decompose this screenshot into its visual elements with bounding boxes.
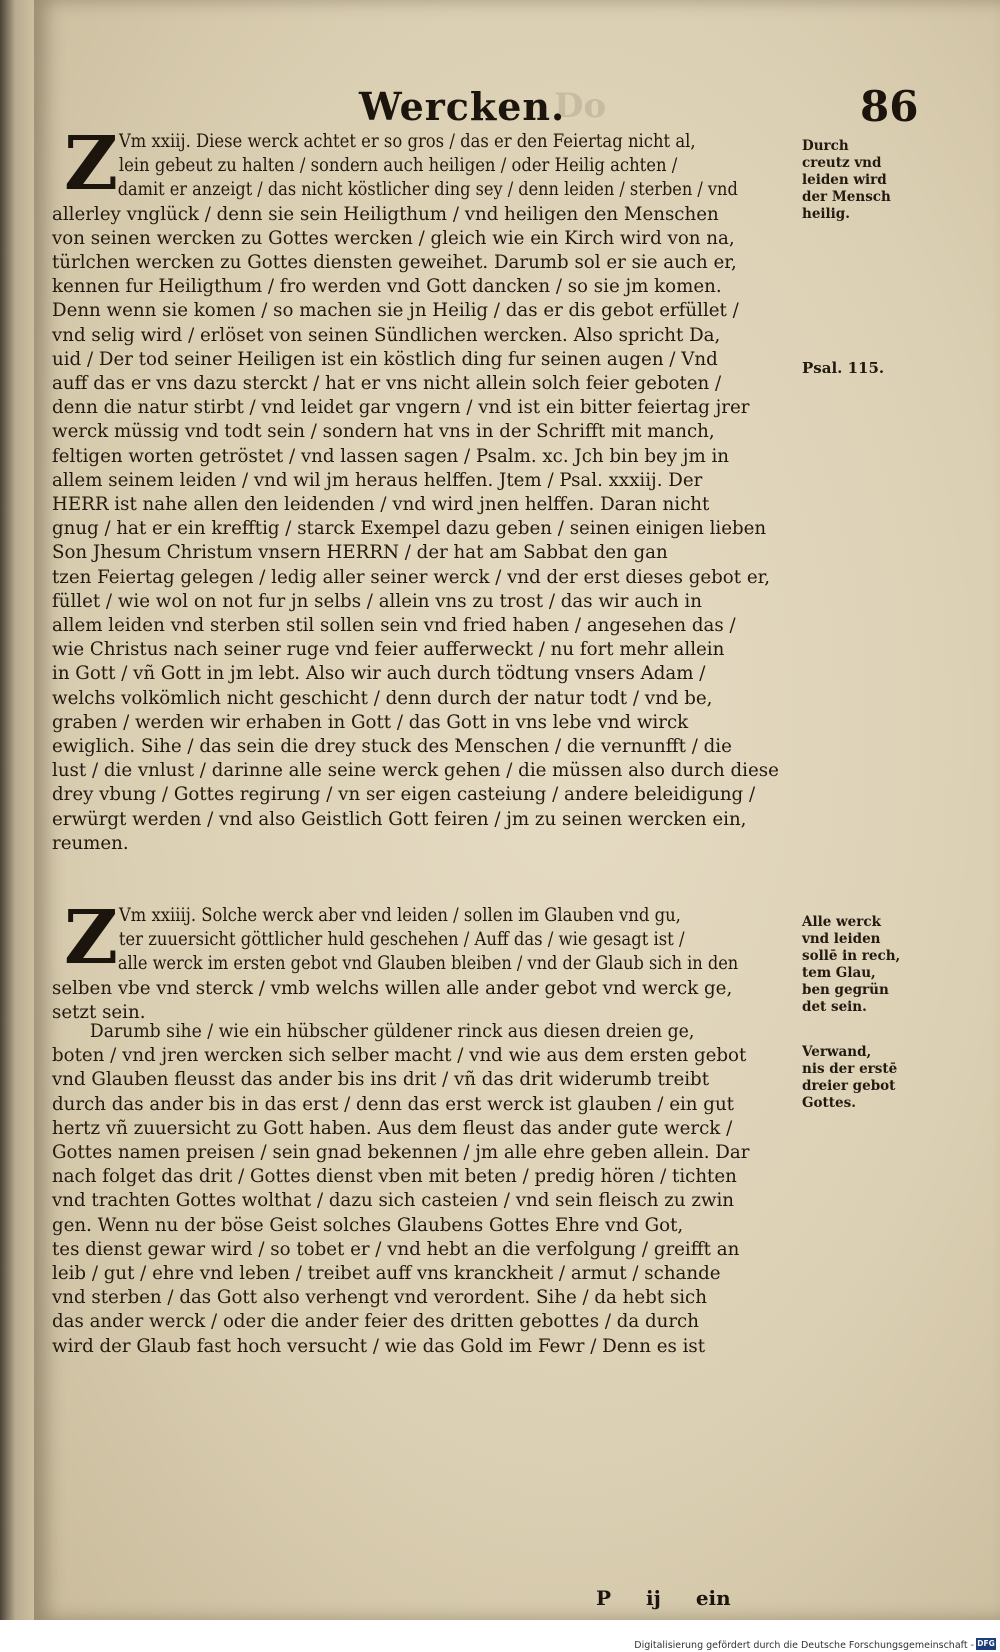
text-line: kennen fur Heiligthum / fro werden vnd Gott dancken / so sie jm komen. [52, 276, 722, 298]
drop-cap-initial: Z [64, 121, 119, 207]
margin-note-line: creutz vnd [802, 155, 882, 171]
text-line: erwürgt werden / vnd also Geistlich Gott feiren / jm zu seinen wercken ein, [52, 808, 747, 830]
text-line: hertz vñ zuuersicht zu Gott haben. Aus dem fleust das ander gute werck / [52, 1117, 733, 1139]
margin-note-line: det sein. [802, 999, 867, 1015]
text-line: ewiglich. Sihe / das sein die drey stuck des Menschen / die vernunfft / die [52, 736, 732, 758]
signature-line [596, 1586, 731, 1610]
text-line: lein gebeut zu halten / sondern auch heiligen / oder Heilig achten / [118, 155, 678, 177]
text-line: graben / werden wir erhaben in Gott / das Gott in vns lebe vnd wirck [52, 711, 689, 733]
margin-note [802, 914, 920, 1016]
margin-note-line: Verwand, [802, 1044, 872, 1060]
margin-note [802, 138, 920, 223]
margin-note [802, 1044, 920, 1112]
text-line: alle werck im ersten gebot vnd Glauben bleiben / vnd der Glaub sich in den [117, 953, 739, 975]
text-line: auff das er vns dazu sterckt / hat er vns nicht allein solch feier geboten / [52, 373, 722, 395]
text-line: Gottes namen preisen / sein gnad bekennen / jm alle ehre geben allein. Dar [52, 1142, 750, 1164]
text-line: allem leiden vnd sterben stil sollen sein vnd fried haben / angesehen das / [52, 615, 736, 637]
text-line: von seinen wercken zu Gottes wercken / gleich wie ein Kirch wird von na, [52, 227, 735, 249]
dfg-logo-icon: DFG [977, 1639, 995, 1648]
text-line: Son Jhesum Christum vnsern HERRN / der hat am Sabbat den gan [52, 542, 668, 564]
text-line: das ander werck / oder die ander feier des dritten gebottes / da durch [52, 1311, 699, 1333]
margin-note-line: Psal. 115. [802, 359, 885, 377]
text-line: gen. Wenn nu der böse Geist solches Glaubens Gottes Ehre vnd Got, [52, 1214, 684, 1236]
previous-page-edge [0, 0, 34, 1620]
text-line: vnd selig wird / erlöset von seinen Sündlichen wercken. Also spricht Da, [52, 324, 721, 346]
text-line: reumen. [52, 832, 129, 854]
margin-note [802, 360, 920, 377]
text-line: wird der Glaub fast hoch versucht / wie das Gold im Fewr / Denn es ist [52, 1335, 706, 1357]
text-line: in Gott / vñ Gott in jm lebt. Also wir auch durch tödtung vnsers Adam / [52, 663, 706, 685]
text-line: selben vbe vnd sterck / vmb welchs willen alle ander gebot vnd werck ge, [52, 977, 733, 999]
drop-cap-initial: Z [64, 895, 119, 981]
paragraph-2 [52, 895, 812, 1025]
text-line: Darumb sihe / wie ein hübscher güldener rinck aus diesen dreien ge, [89, 1021, 695, 1042]
text-line: vnd sterben / das Gott also verhengt vnd verordent. Sihe / da hebt sich [52, 1287, 707, 1309]
text-line: denn die natur stirbt / vnd leidet gar vngern / vnd ist ein bitter feiertag jrer [52, 397, 750, 419]
text-line: werck müssig vnd todt sein / sondern hat vns in der Schrifft mit manch, [52, 421, 715, 443]
paragraph-1 [52, 121, 812, 856]
text-line: gnug / hat er ein krefftig / starck Exempel dazu geben / seinen einigen lieben [52, 518, 767, 540]
text-line: HERR ist nahe allen den leidenden / vnd wird jnen helffen. Daran nicht [52, 494, 710, 516]
text-line: füllet / wie wol on not fur jn selbs / allein vns zu trost / das wir auch in [52, 590, 702, 612]
footer-credit: Digitalisierung gefördert durch die Deutsche Forschungsgemeinschaft - [634, 1640, 974, 1651]
text-line: welchs volkömlich nicht geschicht / denn durch der natur todt / vnd be, [52, 687, 713, 709]
text-line: uid / Der tod seiner Heiligen ist ein köstlich ding fur seinen augen / Vnd [52, 348, 718, 370]
margin-note-line: ben gegrün [802, 982, 889, 998]
text-line: allerley vnglück / denn sie sein Heiligthum / vnd heiligen den Menschen [52, 203, 719, 225]
margin-note-line: Alle werck [802, 914, 881, 930]
text-line: türlchen wercken zu Gottes diensten geweihet. Darumb sol er sie auch er, [52, 252, 737, 274]
margin-note-line: Gottes. [802, 1095, 856, 1111]
paragraph-3 [52, 1020, 812, 1359]
bleed-through-text: Do [554, 86, 607, 126]
text-line: Vm xxiij. Diese werck achtet er so gros / das er den Feiertag nicht al, [118, 131, 696, 152]
margin-note-line: tem Glau, [802, 965, 876, 981]
text-line: vnd trachten Gottes wolthat / dazu sich casteien / vnd sein fleisch zu zwin [52, 1190, 735, 1212]
text-line: wie Christus nach seiner ruge vnd feier aufferweckt / nu fort mehr allein [52, 639, 725, 661]
signature-number: ij [646, 1586, 661, 1610]
text-line: ter zuuersicht göttlicher huld geschehen / Auff das / wie gesagt ist / [118, 929, 685, 951]
signature-mark: P [596, 1586, 612, 1610]
margin-note-line: leiden wird [802, 172, 887, 188]
text-line: tzen Feiertag gelegen / ledig aller seiner werck / vnd der erst dieses gebot er, [52, 566, 771, 588]
text-line: vnd Glauben fleusst das ander bis ins drit / vñ das drit widerumb treibt [52, 1069, 710, 1091]
text-line: boten / vnd jren wercken sich selber macht / vnd wie aus dem ersten gebot [52, 1045, 747, 1067]
text-line: feltigen worten getröstet / vnd lassen sagen / Psalm. xc. Jch bin bey jm in [52, 445, 730, 467]
text-line: Vm xxiiij. Solche werck aber vnd leiden / sollen im Glauben vnd gu, [118, 905, 681, 926]
margin-note-line: der Mensch [802, 189, 891, 205]
text-line: setzt sein. [52, 1001, 146, 1023]
text-line: drey vbung / Gottes regirung / vn ser eigen casteiung / andere beleidigung / [52, 784, 756, 806]
running-head: Wercken. [359, 84, 566, 129]
margin-note-line: nis der erstē [802, 1061, 898, 1077]
page-number: 86 [860, 82, 919, 131]
catchword: ein [695, 1586, 731, 1610]
margin-note-line: dreier gebot [802, 1078, 896, 1094]
text-line: durch das ander bis in das erst / denn das erst werck ist glauben / ein gut [52, 1093, 734, 1115]
text-line: damit er anzeigt / das nicht köstlicher ding sey / denn leiden / sterben / vnd [117, 179, 738, 201]
margin-note-line: vnd leiden [802, 931, 881, 947]
text-line: leib / gut / ehre vnd leben / treibet auff vns kranckheit / armut / schande [52, 1263, 721, 1285]
margin-note-line: sollē in rech, [802, 948, 901, 964]
text-line: Denn wenn sie komen / so machen sie jn Heilig / das er dis gebot erfüllet / [52, 300, 739, 322]
text-line: lust / die vnlust / darinne alle seine werck gehen / die müssen also durch diese [52, 760, 779, 782]
text-line: allem seinem leiden / vnd wil jm heraus helffen. Jtem / Psal. xxxiij. Der [52, 469, 703, 491]
margin-note-line: Durch [802, 138, 849, 154]
text-line: tes dienst gewar wird / so tobet er / vnd hebt an die verfolgung / greifft an [52, 1238, 740, 1260]
text-line: nach folget das drit / Gottes dienst vben mit beten / predig hören / tichten [52, 1166, 737, 1188]
margin-note-line: heilig. [802, 206, 850, 222]
